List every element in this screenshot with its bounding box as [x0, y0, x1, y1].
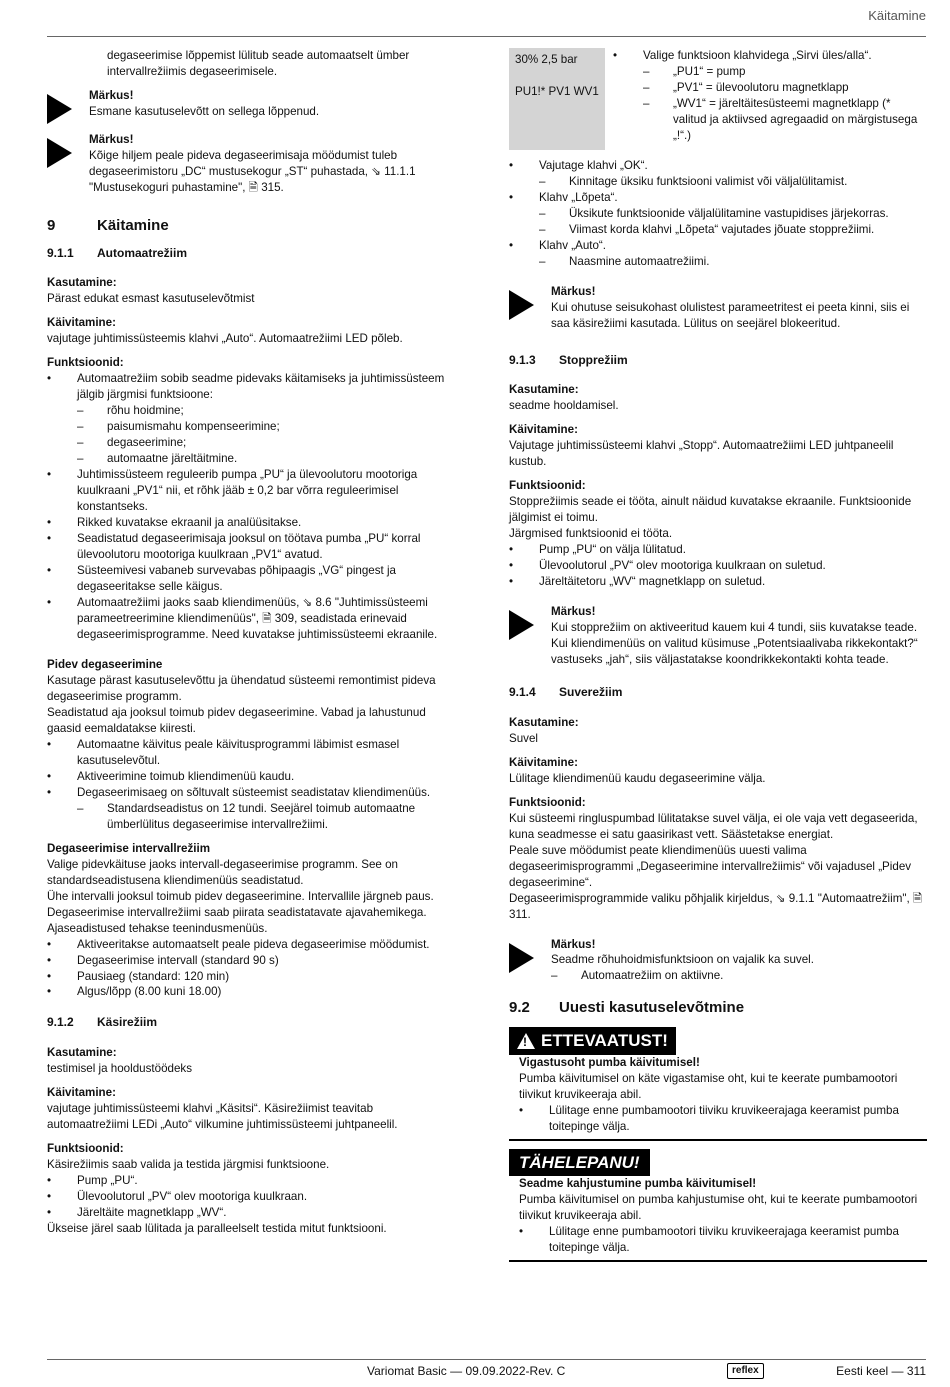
text: testimisel ja hooldustöödeks [47, 1062, 193, 1075]
note-title: Märkus! [551, 937, 596, 951]
text: vajutage juhtimissüsteemi klahvi „Käsitsi“. Käsirežiimist teavitab automaatrežiimi LEDi „Auto“ vilkumine juhtimissüsteemi juhtpaneelil. [47, 1101, 398, 1131]
intro-text: degaseerimise lõppemist lülitub seade automaatselt ümber intervallrežiimis degaseerimisele. [107, 49, 410, 78]
list-item: • Valige funktsioon klahvidega „Sirvi üles/alla“. [613, 49, 872, 62]
list-item: • Pump „PU“. [47, 1173, 138, 1187]
note-text: Esmane kasutuselevõtt on sellega lõppenud. [89, 104, 320, 118]
note-arrow-icon [509, 610, 534, 640]
list-item: • Juhtimissüsteem reguleerib pumpa „PU“ ja ülevoolutoru mootoriga kuulkraani „PV1“ nii, et rõhk jääb ± 0,2 bar võrra reguleerimisel konstantseks. [47, 467, 418, 513]
text: Kui süsteemi ringluspumbad lülitatakse suvel välja, ei ole vaja vett degaseerida, kuna seadmesse ei satu gaasirikast vett. Säästetakse energiat. [509, 811, 918, 841]
note-box [509, 604, 927, 668]
list-item: • Lülitage enne pumbamootori tiiviku kruvikeerajaga keeramist pumba toitepinge välja. [519, 1103, 899, 1133]
list-item: • Lülitage enne pumbamootori tiiviku kruvikeerajaga keeramist pumba toitepinge välja. [519, 1224, 899, 1254]
subsection-heading-9-1-3: 9.1.3 Stopprežiim [509, 352, 628, 367]
pidev-title: Pidev degaseerimine [47, 657, 163, 671]
label-funktsioonid: Funktsioonid: [47, 1141, 124, 1155]
text: Stopprežiimis seade ei tööta, ainult näidud kuvatakse ekraanile. Funktsioonide jälgimist ei toimu. [509, 495, 912, 525]
label-kaivitamine: Käivitamine: [509, 755, 578, 769]
subsection-heading-9-1-2: 9.1.2 Käsirežiim [47, 1015, 158, 1030]
sub-list-item: – Standardseadistus on 12 tundi. Seejärel toimub automaatne ümberlülitus degaseerimise intervallrežiimi. [77, 801, 416, 831]
note-title: Märkus! [551, 605, 596, 619]
note-title: Märkus! [89, 132, 134, 146]
notice-title: Seadme kahjustumine pumba käivitumisel! [519, 1176, 757, 1190]
subsection-heading-9-1-1: 9.1.1 Automaatrežiim [47, 245, 188, 260]
sub-list-item: – automaatne järeltäitmine. [77, 451, 238, 465]
sub-list-item: – „PV1“ = ülevoolutoru magnetklapp [643, 80, 849, 94]
label-funktsioonid: Funktsioonid: [47, 356, 124, 370]
text: Suvel [509, 731, 539, 745]
note-text: Kui ohutuse seisukohast olulistest parameetritest ei peeta kinni, siis ei saa käsirežiimi kasutada. Lülitus on seejärel blokeeritud. [551, 300, 910, 330]
display-line: 30% 2,5 bar [515, 53, 578, 66]
sub-list-item: – Viimast korda klahvi „Lõpeta“ vajutades jõuate stopprežiimi. [539, 222, 875, 236]
sub-list-item: – Automaatrežiim on aktiivne. [551, 969, 724, 983]
list-item: • Aktiveeritakse automaatselt peale pideva degaseerimise möödumist. [47, 937, 430, 951]
text: Seadistatud aja jooksul toimub pidev degaseerimine. Vabad ja lahustunud gaasid eemaldatakse kiiresti. [47, 705, 426, 735]
note-text: Seadme rõhuhoidmisfunktsioon on vajalik ka suvel. [551, 953, 814, 967]
list-item: • Vajutage klahvi „OK“. [509, 159, 648, 172]
label-kaivitamine: Käivitamine: [47, 1085, 116, 1099]
text: Vajutage juhtimissüsteemi klahvi „Stopp“. Automaatrežiimi LED juhtpaneelil kustub. [509, 439, 894, 469]
sub-list-item: – „PU1“ = pump [643, 64, 746, 78]
display-line: PU1!* PV1 WV1 [515, 84, 599, 98]
text: vajutage juhtimissüsteemis klahvi „Auto“. Automaatrežiimi LED põleb. [47, 332, 403, 346]
header-rule [47, 36, 926, 37]
note-text: Kõige hiljem peale pideva degaseerimisaja möödumist tuleb degaseerimistoru „DC“ mustusekogur „ST“ puhastada, ⇘ 11.1.1 "Mustusekoguri puhastamine", 🗎 315. [89, 148, 416, 194]
caution-banner: ! ETTEVAATUST! [509, 1027, 676, 1054]
text: seadme hooldamisel. [509, 399, 619, 413]
note-arrow-icon [47, 138, 72, 168]
sub-list-item: – degaseerimine; [77, 436, 187, 449]
notice-end-rule [509, 1260, 927, 1262]
note-box [47, 88, 452, 124]
note-arrow-icon [509, 290, 534, 320]
section-heading-9-2: 9.2 Uuesti kasutuselevõtmine [509, 999, 745, 1017]
subsection-heading-9-1-4: 9.1.4 Suverežiim [509, 685, 623, 700]
footer-rule [47, 1359, 926, 1360]
list-item: • Ülevoolutorul „PV“ olev mootoriga kuulkraan. [47, 1189, 308, 1203]
warning-triangle-icon: ! [517, 1033, 535, 1049]
sub-list-item: – rõhu hoidmine; [77, 404, 184, 418]
label-kasutamine: Kasutamine: [509, 383, 579, 397]
sub-list-item: – Naasmine automaatrežiimi. [539, 254, 710, 268]
text: Ühe intervalli jooksul toimub pidev degaseerimine. Intervallile järgneb paus. Degaseerimise intervallrežiimi saab piirata seadistatavate ajavahemikega. Ajaseadistused tehakse teenindusmenüüs. [47, 889, 434, 935]
notice-text: Pumba käivitumisel on pumba kahjustumise oht, kui te keerate pumbamootori tiivikut kruvikeeraja abil. [519, 1192, 918, 1222]
note-text: Kui stopprežiim on aktiveeritud kauem kui 4 tundi, siis kuvatakse teade. Kui kliendimenüüs on valitud küsimuse „Potentsiaalivaba rikkekontakt?“ vastuseks „jah“, siis väljastatakse koondrikkekontakti kohta teade. [551, 621, 918, 667]
text: Ükseise järel saab lülitada ja paralleelselt testida mitut funktsiooni. [47, 1221, 387, 1235]
sub-list-item: – paisumismahu kompenseerimine; [77, 420, 280, 434]
section-heading-9: 9 Käitamine [47, 216, 169, 234]
page-header-title: Käitamine [868, 8, 926, 23]
interval-title: Degaseerimise intervallrežiim [47, 841, 211, 855]
list-item: • Klahv „Lõpeta“. [509, 190, 618, 204]
label-kasutamine: Kasutamine: [47, 276, 117, 290]
text: Pärast edukat esmast kasutuselevõtmist [47, 292, 255, 306]
list-item: • Rikked kuvatakse ekraanil ja analüüsitakse. [47, 515, 302, 529]
list-item: • Automaatrežiimi jaoks saab kliendimenüüs, ⇘ 8.6 "Juhtimissüsteemi parameetreerimine kliendimenüüs", 🗎 309, seadistada erinevaid degaseerimisprogramme. Need kuvatakse juhtimissüsteemi ekraanile. [47, 595, 438, 641]
right-column [509, 48, 927, 1262]
list-item: • Aktiveerimine toimub kliendimenüü kaudu. [47, 769, 295, 783]
list-item: • Järeltäite magnetklapp „WV“. [47, 1205, 227, 1219]
sub-list-item: – „WV1“ = järeltäitesüsteemi magnetklapp (* valitud ja aktiivsed agregaadid on märgistusega „!“.) [643, 96, 918, 142]
list-item: • Automaatrežiim sobib seadme pidevaks käitamiseks ja juhtimissüsteem jälgib järgmisi funktsioone: [47, 372, 445, 402]
label-funktsioonid: Funktsioonid: [509, 795, 586, 809]
list-item: • Algus/lõpp (8.00 kuni 18.00) [47, 985, 222, 999]
label-kaivitamine: Käivitamine: [47, 316, 116, 330]
note-arrow-icon [47, 94, 72, 124]
display-screen [509, 48, 605, 150]
sub-list-item: – Kinnitage üksiku funktsiooni valimist või väljalülitamist. [539, 174, 848, 188]
list-item: • Degaseerimise intervall (standard 90 s) [47, 953, 279, 967]
text: Kasutage pärast kasutuselevõttu ja ühendatud süsteemi remontimist pideva degaseerimise programm. [47, 673, 436, 703]
label-kasutamine: Kasutamine: [509, 715, 579, 729]
note-title: Märkus! [89, 88, 134, 102]
controller-display-example [509, 48, 927, 150]
list-item: • Degaseerimisaeg on sõltuvalt süsteemist seadistatav kliendimenüüs. [47, 785, 431, 799]
text: Valige pidevkäituse jaoks intervall-degaseerimise programm. See on standardseadistusena kliendimenüüs seadistatud. [47, 857, 398, 887]
note-title: Märkus! [551, 284, 596, 298]
caution-text: Pumba käivitumisel on käte vigastamise oht, kui te keerate pumbamootori tiivikut kruvikeeraja abil. [519, 1071, 898, 1101]
footer-page: Eesti keel — 311 [836, 1364, 926, 1378]
list-item: • Süsteemivesi vabaneb survevabas põhipaagis „VG“ pingest ja degaseeritakse selle käigus. [47, 563, 397, 593]
text: Järgmised funktsioonid ei tööta. [509, 527, 673, 541]
list-item: • Pausiaeg (standard: 120 min) [47, 969, 230, 983]
footer-doc: Variomat Basic — 09.09.2022-Rev. C [367, 1364, 566, 1378]
list-item: • Pump „PU“ on välja lülitatud. [509, 543, 686, 557]
text: Peale suve möödumist peate kliendimenüüs uuesti valima degaseerimisprogrammi „Degaseerimine intervallrežiimis“ või vajadusel „Pidev degaseerimine“. [509, 843, 912, 889]
text: Käsirežiimis saab valida ja testida järgmisi funktsioone. [47, 1157, 330, 1171]
note-arrow-icon [509, 943, 534, 973]
label-kasutamine: Kasutamine: [47, 1046, 117, 1060]
text: Degaseerimisprogrammide valiku põhjalik kirjeldus, ⇘ 9.1.1 "Automaatrežiim", 🗎 311. [509, 891, 923, 921]
label-kaivitamine: Käivitamine: [509, 423, 578, 437]
label-funktsioonid: Funktsioonid: [509, 479, 586, 493]
list-item: • Klahv „Auto“. [509, 238, 607, 252]
list-item: • Seadistatud degaseerimisaja jooksul on töötava pumba „PU“ korral ülevoolutoru mootoriga kuulkraan „PV1“ avatud. [47, 531, 421, 561]
list-item: • Automaatne käivitus peale käivitusprogrammi läbimist esmasel kasutuselevõtul. [47, 737, 400, 767]
list-item: • Ülevoolutorul „PV“ olev mootoriga kuulkraan on suletud. [509, 559, 826, 573]
left-column [47, 48, 452, 1237]
note-box [509, 937, 927, 985]
reflex-logo: reflex [727, 1363, 764, 1379]
text: Lülitage kliendimenüü kaudu degaseerimine välja. [509, 771, 766, 785]
note-box [47, 132, 452, 196]
sub-list-item: – Üksikute funktsioonide väljalülitamine vastupidises järjekorras. [539, 206, 889, 220]
caution-title: Vigastusoht pumba käivitumisel! [519, 1055, 700, 1069]
note-box [509, 284, 927, 332]
list-item: • Järeltäitetoru „WV“ magnetklapp on suletud. [509, 575, 766, 589]
notice-banner: TÄHELEPANU! [509, 1149, 650, 1176]
